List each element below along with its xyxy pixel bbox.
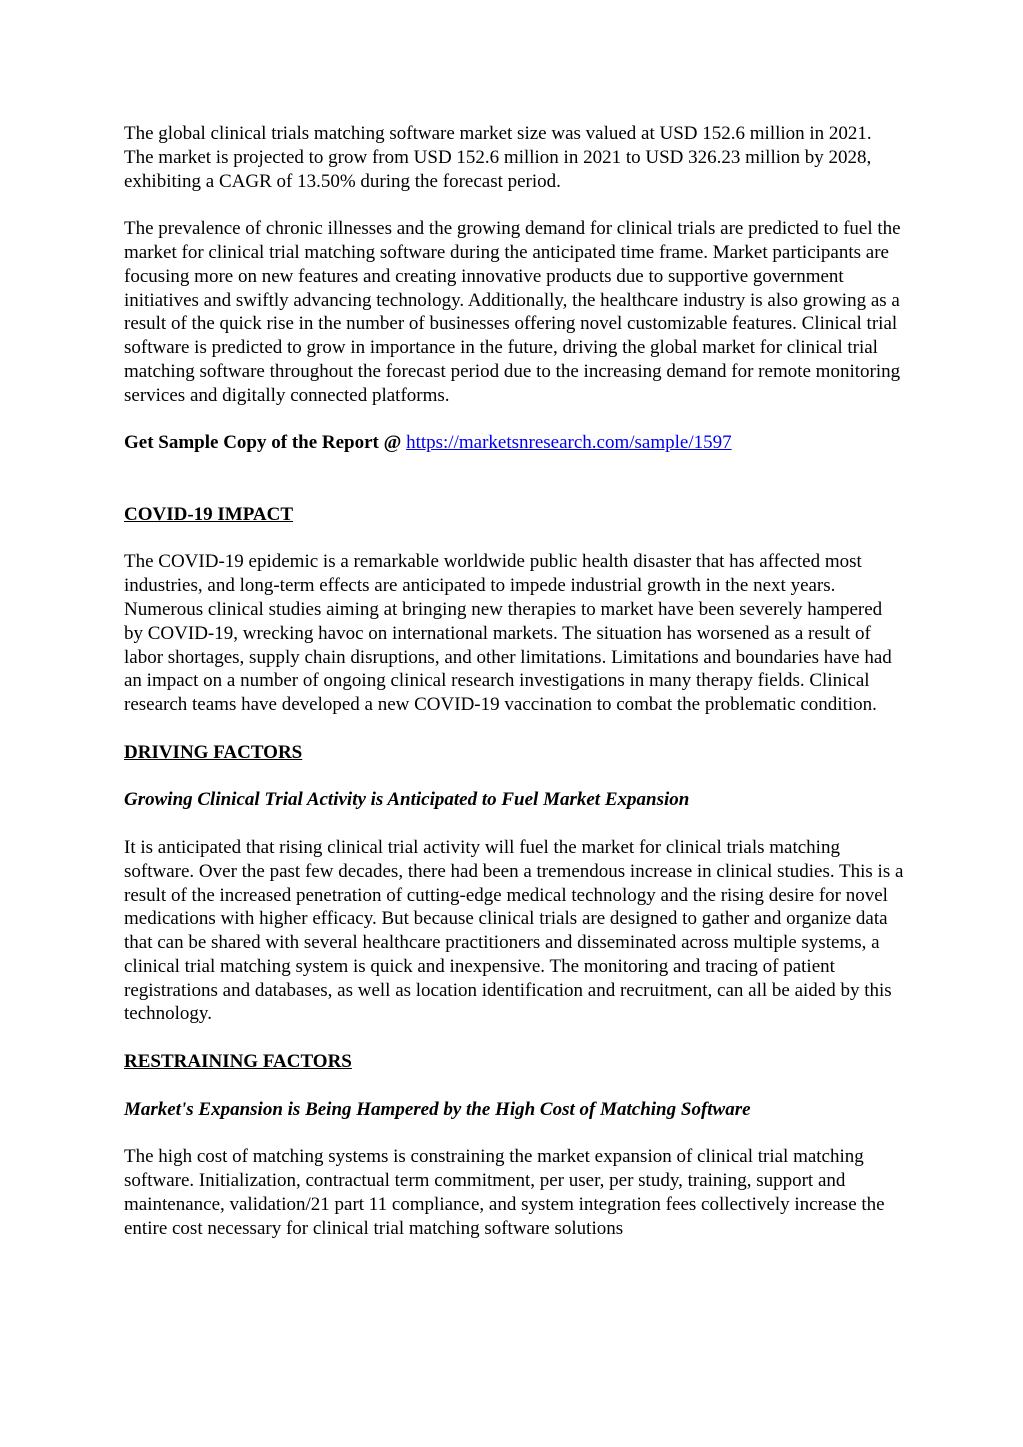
restraining-factors-heading: RESTRAINING FACTORS <box>124 1051 352 1073</box>
covid-heading: COVID-19 IMPACT <box>124 503 294 525</box>
restraining-factors-subheading: Market's Expansion is Being Hampered by the High Cost of Matching Software <box>124 1098 751 1120</box>
covid-paragraph: The COVID-19 epidemic is a remarkable worldwide public health disaster that has affected most industries, and long-term effects are anticipated to impede industrial growth in the next years. Numerous clinical studies aiming at bringing new therapies to market have been severely hampered by COVID-19, wrecking havoc on international markets. The situation has worsened as a result of labor shortages, supply chain disruptions, and other limitations. Limitations and boundaries have had an impact on a number of ongoing clinical research investigations in many therapy fields. Clinical research teams have developed a new COVID-19 vaccination to combat the problematic condition. <box>124 551 892 716</box>
driving-factors-heading: DRIVING FACTORS <box>124 741 303 763</box>
driving-factors-paragraph: It is anticipated that rising clinical trial activity will fuel the market for clinical trials matching software. Over the past few decades, there had been a tremendous increase in clinical studies. This is a result of the increased penetration of cutting-edge medical technology and the rising desire for novel medications with higher efficacy. But because clinical trials are designed to gather and organize data that can be shared with several healthcare practitioners and disseminated across multiple systems, a clinical trial matching system is quick and inexpensive. The monitoring and tracing of patient registrations and databases, as well as location identification and recruitment, can all be aided by this technology. <box>124 836 904 1025</box>
sample-copy-link[interactable]: https://marketsnresearch.com/sample/1597 <box>406 432 732 454</box>
sample-copy-label: Get Sample Copy of the Report @ <box>124 432 407 454</box>
document-page <box>124 122 904 1240</box>
intro-paragraph-1: The global clinical trials matching software market size was valued at USD 152.6 million in 2021. The market is projected to grow from USD 152.6 million in 2021 to USD 326.23 million by 2028, exhibiting a CAGR of 13.50% during the forecast period. <box>124 123 872 192</box>
driving-factors-subheading: Growing Clinical Trial Activity is Anticipated to Fuel Market Expansion <box>124 789 690 811</box>
sample-copy-line <box>124 431 904 455</box>
intro-paragraph-2: The prevalence of chronic illnesses and the growing demand for clinical trials are predicted to fuel the market for clinical trial matching software during the anticipated time frame. Market participants are focusing more on new features and creating innovative products due to supportive government initiatives and swiftly advancing technology. Additionally, the healthcare industry is also growing as a result of the quick rise in the number of businesses offering novel customizable features. Clinical trial software is predicted to grow in importance in the future, driving the global market for clinical trial matching software throughout the forecast period due to the increasing demand for remote monitoring services and digitally connected platforms. <box>124 218 901 406</box>
restraining-factors-paragraph: The high cost of matching systems is constraining the market expansion of clinical trial matching software. Initialization, contractual term commitment, per user, per study, training, support and maintenance, validation/21 part 11 compliance, and system integration fees collectively increase the entire cost necessary for clinical trial matching software solutions <box>124 1146 885 1239</box>
